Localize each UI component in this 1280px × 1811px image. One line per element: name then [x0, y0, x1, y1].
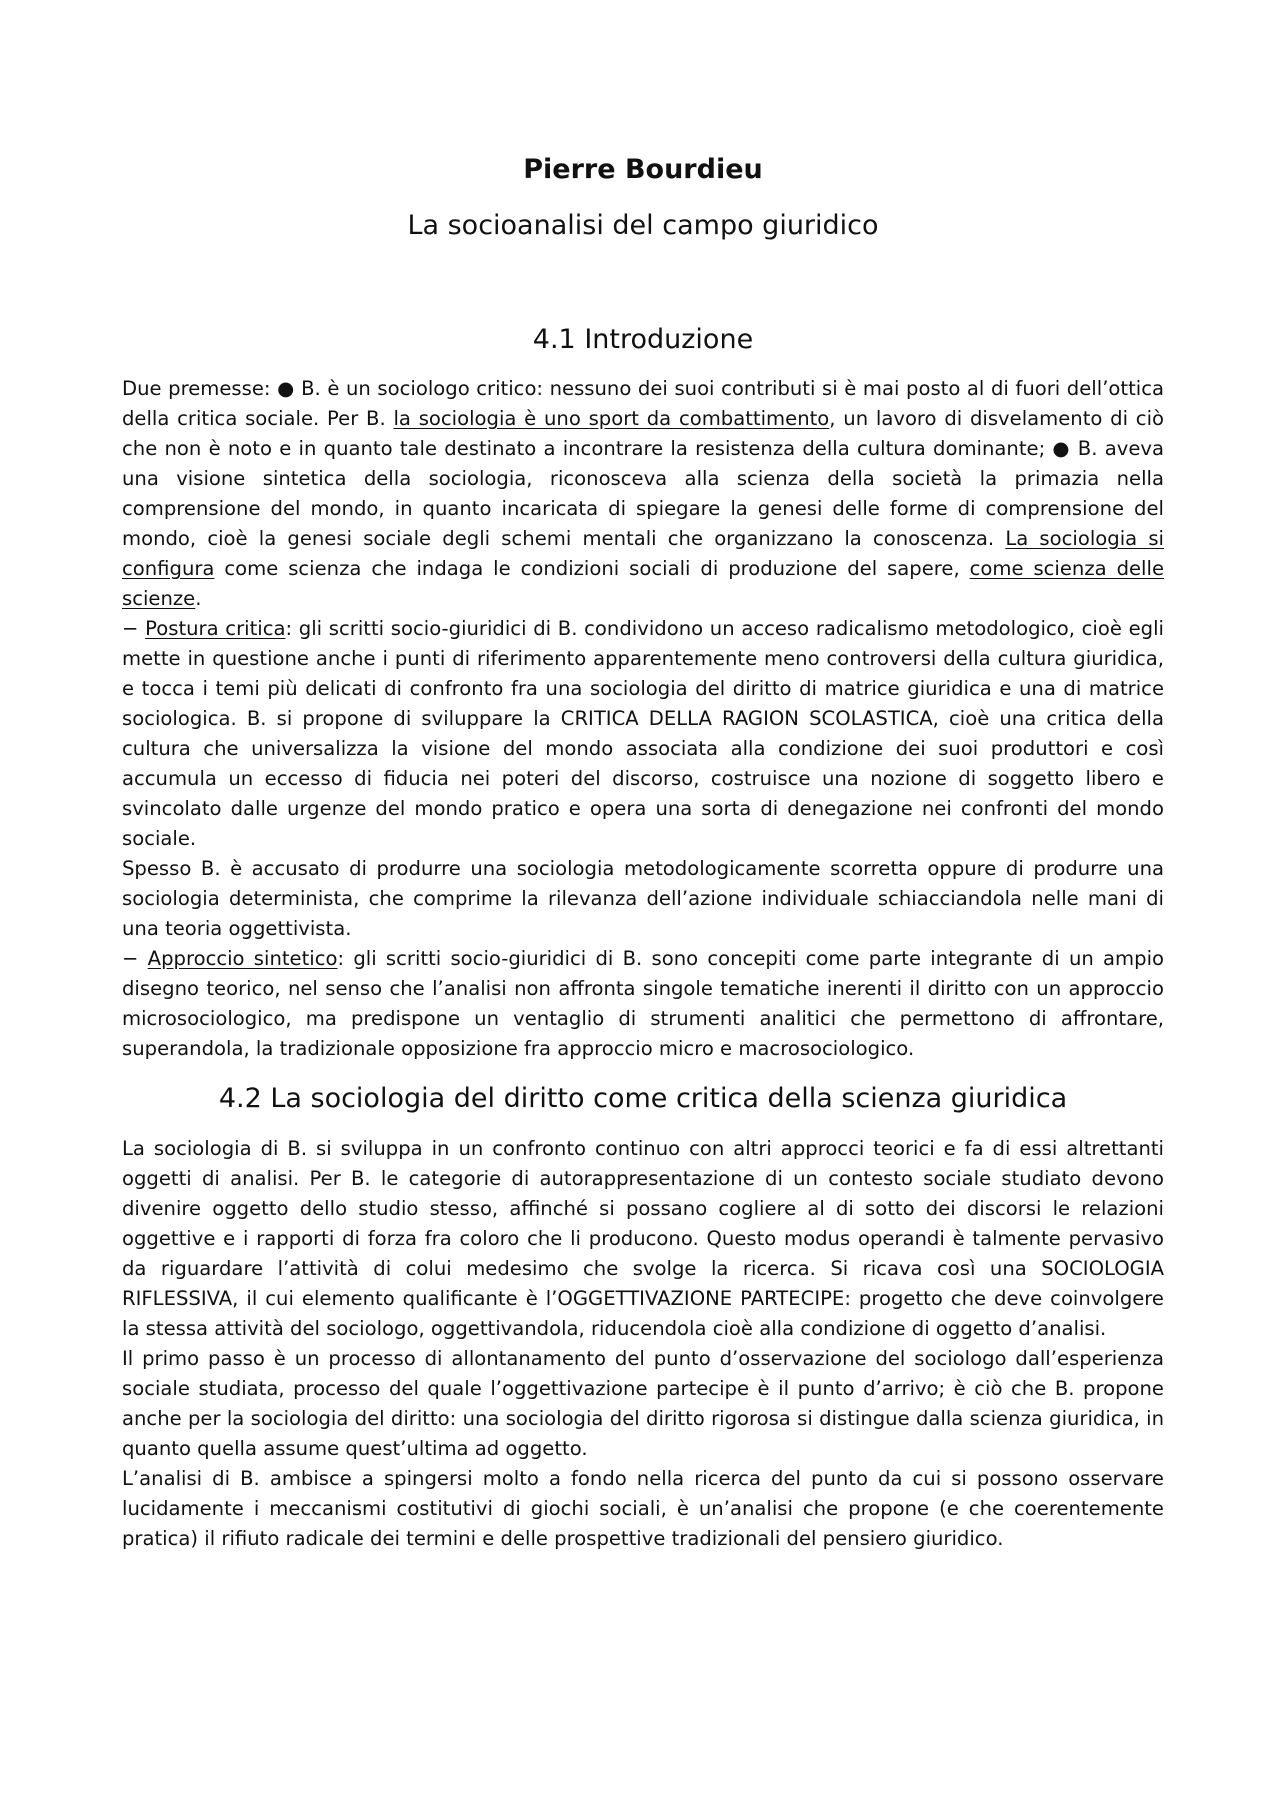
paragraph-accuse: Spesso B. è accusato di produrre una sociologia metodologicamente scorretta oppure di produrre una sociologia determinista, che comprime la rilevanza dell’azione individuale schiacciandola nelle mani di una teoria oggettivista. — [122, 857, 1164, 940]
text-span: : gli scritti socio-giuridici di B. condividono un acceso radicalismo metodologico, cioè egli mette in questione anche i punti di riferimento apparentemente meno controversi della cultura giuridica, e tocca i temi più delicati di confronto fra una sociologia del diritto di matrice giuridica e una di matrice sociologica. B. si propone di sviluppare la CRITICA DELLA RAGION SCOLASTICA, cioè una critica della cultura che universalizza la visione del mondo associata alla condizione dei suoi produttori e così accumula un eccesso di fiducia nei poteri del discorso, costruisce una nozione di soggetto libero e svincolato dalle urgenze del mondo pratico e opera una sorta di denegazione nei confronti del mondo sociale. — [122, 617, 1164, 850]
text-span: come scienza che indaga le condizioni sociali di produzione del sapere, — [214, 557, 970, 580]
text-span: : gli scritti socio-giuridici di B. sono concepiti come parte integrante di un ampio disegno teorico, nel senso che l’analisi non affronta singole tematiche inerenti il diritto con un approccio microsociologico, ma predispone un ventaglio di strumenti analitici che permettono di affrontare, superandola, la tradizionale opposizione fra approccio micro e macrosociologico. — [122, 947, 1164, 1060]
underlined-phrase: Approccio sintetico — [147, 947, 338, 970]
underlined-phrase: la sociologia è uno sport da combattimento — [393, 407, 830, 430]
paragraph-analisi: L’analisi di B. ambisce a spingersi molto a fondo nella ricerca del punto da cui si possono osservare lucidamente i meccanismi costitutivi di giochi sociali, è un’analisi che propone (e che coerentemente pratica) il rifiuto radicale dei termini e delle prospettive tradizionali del pensiero giuridico. — [122, 1467, 1164, 1550]
paragraph-approccio-sintetico — [122, 944, 1164, 1064]
dash-marker: − — [122, 947, 148, 970]
paragraph-primo-passo: Il primo passo è un processo di allontanamento del punto d’osservazione del sociologo dall’esperienza sociale studiata, processo del quale l’oggettivazione partecipe è il punto d’arrivo; è ciò che B. propone anche per la sociologia del diritto: una sociologia del diritto rigorosa si distingue dalla scienza giuridica, in quanto quella assume quest’ultima ad oggetto. — [122, 1347, 1164, 1460]
section-heading-sociologia-diritto: 4.2 La sociologia del diritto come critica della scienza giuridica — [218, 1083, 1068, 1114]
text-span: , un lavoro di disvelamento di ciò che non è noto e in quanto tale destinato a incontrare la resistenza della cultura dominante; ● B. aveva una visione sintetica della sociologia, riconosceva alla scienza della società la primazia nella comprensione del mondo, in quanto incaricata di spiegare la genesi delle forme di comprensione del mondo, cioè la genesi sociale degli schemi mentali che organizzano la conoscenza. — [122, 407, 1165, 550]
text-span: . — [195, 587, 202, 610]
paragraph-premesse — [122, 374, 1164, 614]
paragraph-sociologia-riflessiva: La sociologia di B. si sviluppa in un confronto continuo con altri approcci teorici e fa di essi altrettanti oggetti di analisi. Per B. le categorie di autorappresentazione di un contesto sociale studiato devono divenire oggetto dello studio stesso, affinché si possano cogliere al di sotto dei discorsi le relazioni oggettive e i rapporti di forza fra coloro che li producono. Questo modus operandi è talmente pervasivo da riguardare l’attività di colui medesimo che svolge la ricerca. Si ricava così una SOCIOLOGIA RIFLESSIVA, il cui elemento qualificante è l’OGGETTIVAZIONE PARTECIPE: progetto che deve coinvolgere la stessa attività del sociologo, oggettivandola, riducendola cioè alla condizione di oggetto d’analisi. — [122, 1137, 1164, 1340]
document-subtitle: La socioanalisi del campo giuridico — [407, 210, 879, 241]
dash-marker: − — [122, 617, 146, 640]
underlined-phrase: Postura critica — [145, 617, 286, 640]
section-heading-introduzione: 4.1 Introduzione — [532, 324, 754, 355]
underlined-phrase: come scienza delle scienze — [122, 557, 1165, 610]
document-title: Pierre Bourdieu — [523, 154, 763, 185]
paragraph-postura-critica — [122, 614, 1164, 854]
text-span: Due premesse: ● B. è un sociologo critico: nessuno dei suoi contributi si è mai posto al di fuori dell’ottica della critica sociale. Per B. — [122, 377, 1164, 430]
underlined-phrase: La sociologia si configura — [122, 527, 1164, 580]
